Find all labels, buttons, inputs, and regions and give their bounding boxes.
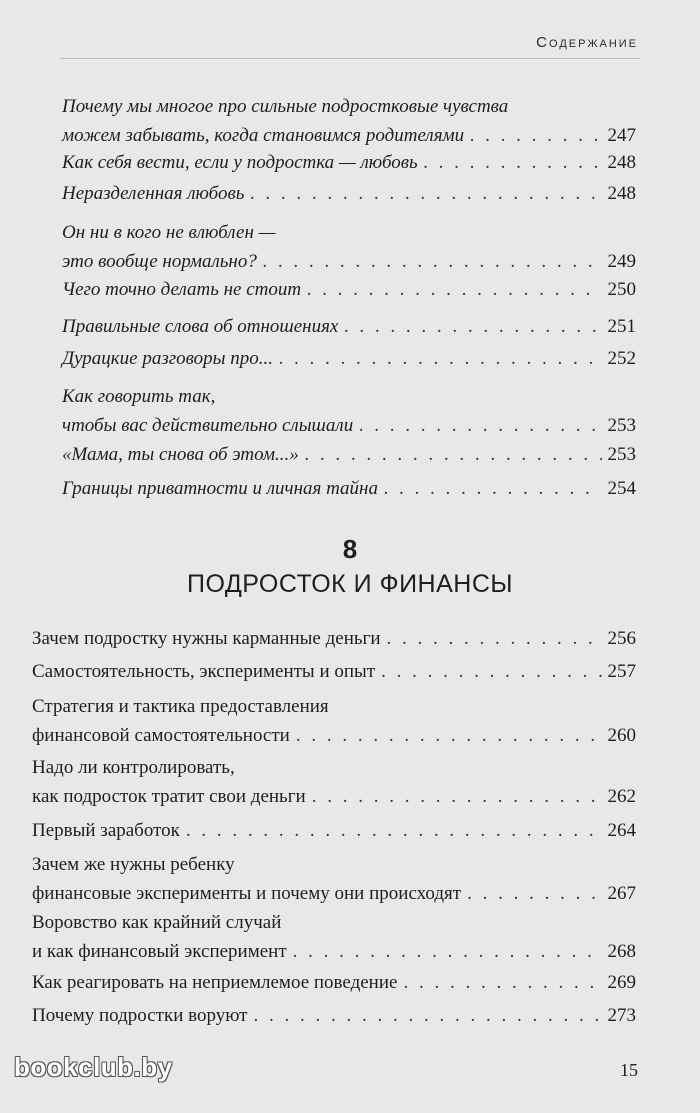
dot-leader xyxy=(381,657,601,686)
toc-entry-last-line xyxy=(62,474,636,503)
toc-entry-title-line: Чего точно делать не стоит xyxy=(62,279,302,300)
toc-entry-page-number: 257 xyxy=(607,661,636,682)
toc-entry-page-number: 260 xyxy=(607,725,636,746)
page-number: 15 xyxy=(620,1060,638,1080)
toc-entry xyxy=(62,440,636,469)
dot-leader xyxy=(186,816,602,845)
toc-entry xyxy=(32,624,636,653)
dot-leader xyxy=(293,937,602,966)
toc-entry xyxy=(62,148,636,177)
toc-entry-page-number: 269 xyxy=(607,972,636,993)
toc-entry-last-line xyxy=(62,179,636,208)
toc-entry-last-line xyxy=(32,721,636,750)
running-head: Содержание xyxy=(536,34,638,51)
header-rule xyxy=(60,58,640,59)
toc-entry-page-number: 249 xyxy=(607,251,636,272)
toc-entry-page-number: 251 xyxy=(607,316,636,337)
toc-entry xyxy=(62,218,636,276)
dot-leader xyxy=(250,179,601,208)
toc-entry-title-line: Надо ли контролировать, xyxy=(32,757,235,778)
toc-entry xyxy=(62,179,636,208)
toc-entry xyxy=(62,382,636,440)
toc-entry-page-number: 248 xyxy=(607,152,636,173)
dot-leader xyxy=(387,624,602,653)
toc-entry-page-number: 268 xyxy=(607,941,636,962)
toc-entry xyxy=(32,850,636,908)
toc-entry-last-line xyxy=(32,816,636,845)
toc-entry-last-line xyxy=(62,344,636,373)
toc-entry-title-line: Границы приватности и личная тайна xyxy=(62,478,378,499)
toc-entry-last-line xyxy=(32,937,636,966)
chapter-number: 8 xyxy=(342,534,358,564)
toc-entry-title-line: как подросток тратит свои деньги xyxy=(32,786,306,807)
dot-leader xyxy=(296,721,602,750)
toc-entry-page-number: 252 xyxy=(607,348,636,369)
toc-entry-last-line xyxy=(32,879,636,908)
toc-entry-title-line: это вообще нормально? xyxy=(62,251,257,272)
toc-entry-title-line: Как реагировать на неприемлемое поведение xyxy=(32,972,398,993)
toc-entry xyxy=(32,968,636,997)
toc-entry-title-line: и как финансовый эксперимент xyxy=(32,941,287,962)
toc-entry-page-number: 254 xyxy=(607,478,636,499)
watermark-logo: bookclub.by xyxy=(14,1052,173,1082)
toc-entry-page-number: 262 xyxy=(607,786,636,807)
toc-entry-page-number: 250 xyxy=(607,279,636,300)
toc-entry-last-line xyxy=(62,275,636,304)
dot-leader xyxy=(253,1001,601,1030)
toc-entry-title-line: Он ни в кого не влюблен — xyxy=(62,222,276,243)
toc-entry xyxy=(62,344,636,373)
toc-entry-page-number: 253 xyxy=(607,444,636,465)
toc-entry-page-number: 248 xyxy=(607,183,636,204)
dot-leader xyxy=(344,312,601,341)
toc-entry xyxy=(32,753,636,811)
toc-entry-last-line xyxy=(62,121,636,150)
toc-entry-page-number: 256 xyxy=(607,628,636,649)
toc-entry xyxy=(32,692,636,750)
toc-entry xyxy=(32,1001,636,1030)
toc-entry-page-number: 247 xyxy=(607,125,636,146)
dot-leader xyxy=(359,411,601,440)
toc-entry-last-line xyxy=(62,247,636,276)
toc-entry-title-line: Правильные слова об отношениях xyxy=(62,316,339,337)
dot-leader xyxy=(384,474,602,503)
toc-entry-title-line: «Мама, ты снова об этом...» xyxy=(62,444,299,465)
toc-entry-title-line: Воровство как крайний случай xyxy=(32,912,282,933)
toc-entry-title-line: Самостоятельность, эксперименты и опыт xyxy=(32,661,376,682)
dot-leader xyxy=(403,968,601,997)
toc-entry xyxy=(62,312,636,341)
dot-leader xyxy=(305,440,602,469)
toc-entry-last-line xyxy=(62,148,636,177)
toc-entry-title-line: Почему мы многое про сильные подростковые чувства xyxy=(62,96,509,117)
toc-entry-title-line: Дурацкие разговоры про... xyxy=(62,348,274,369)
dot-leader xyxy=(424,148,602,177)
toc-entry-title-line: Первый заработок xyxy=(32,820,180,841)
toc-entry xyxy=(32,908,636,966)
dot-leader xyxy=(279,344,601,373)
dot-leader xyxy=(312,782,602,811)
toc-entry xyxy=(32,816,636,845)
dot-leader xyxy=(467,879,601,908)
toc-entry-title-line: Стратегия и тактика предоставления xyxy=(32,696,329,717)
toc-entry-last-line xyxy=(32,782,636,811)
toc-entry xyxy=(62,474,636,503)
dot-leader xyxy=(470,121,601,150)
toc-entry-last-line xyxy=(32,968,636,997)
toc-entry-page-number: 264 xyxy=(607,820,636,841)
dot-leader xyxy=(263,247,602,276)
toc-entry-last-line xyxy=(62,440,636,469)
toc-entry-last-line xyxy=(32,1001,636,1030)
toc-entry xyxy=(32,657,636,686)
toc-entry-page-number: 267 xyxy=(607,883,636,904)
toc-entry-title-line: Зачем же нужны ребенку xyxy=(32,854,235,875)
toc-entry xyxy=(62,92,636,150)
toc-entry-title-line: Как говорить так, xyxy=(62,386,216,407)
toc-entry-title-line: Почему подростки воруют xyxy=(32,1005,248,1026)
toc-entry-last-line xyxy=(62,312,636,341)
toc-entry-title-line: Неразделенная любовь xyxy=(62,183,245,204)
toc-entry-title-line: финансовой самостоятельности xyxy=(32,725,290,746)
toc-entry-title-line: Как себя вести, если у подростка — любовь xyxy=(62,152,418,173)
toc-entry-page-number: 273 xyxy=(607,1005,636,1026)
toc-entry-title-line: финансовые эксперименты и почему они происходят xyxy=(32,883,462,904)
chapter-title: ПОДРОСТОК И ФИНАНСЫ xyxy=(186,570,514,598)
toc-entry-last-line xyxy=(62,411,636,440)
dot-leader xyxy=(307,275,601,304)
toc-entry xyxy=(62,275,636,304)
toc-entry-title-line: чтобы вас действительно слышали xyxy=(62,415,354,436)
toc-entry-last-line xyxy=(32,624,636,653)
toc-entry-last-line xyxy=(32,657,636,686)
toc-entry-title-line: можем забывать, когда становимся родителями xyxy=(62,125,465,146)
toc-entry-page-number: 253 xyxy=(607,415,636,436)
toc-entry-title-line: Зачем подростку нужны карманные деньги xyxy=(32,628,381,649)
